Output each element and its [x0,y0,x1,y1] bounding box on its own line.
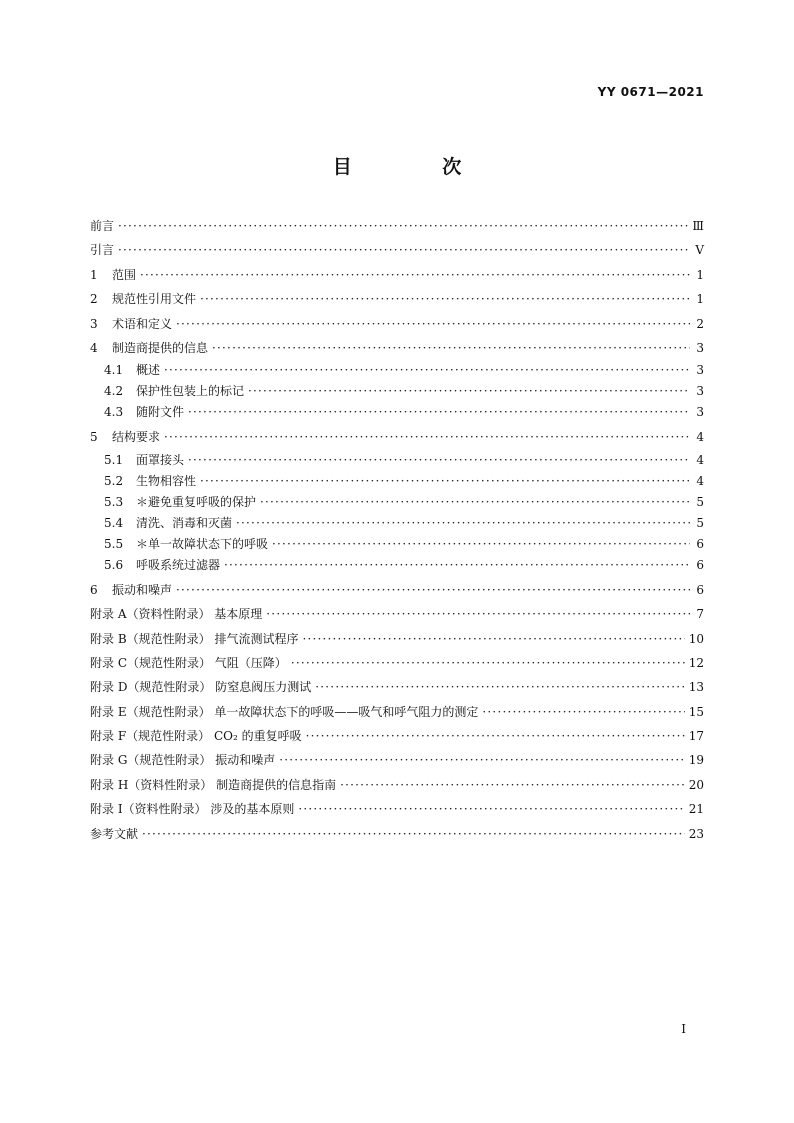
toc-entry-page: 4 [696,452,704,467]
toc-entry-page: 5 [696,515,704,530]
toc-entry-title: ＊避免重复呼吸的保护 [136,494,257,509]
toc-entry-number: 5.5 [104,536,124,551]
toc-entry[interactable] [90,471,704,492]
toc-dot-leader [118,214,688,238]
toc-entry-number: 5.2 [104,473,124,488]
toc-dot-leader [236,513,690,534]
toc-dot-leader [340,773,685,797]
toc-entry-title: 参考文献 [90,826,139,841]
table-of-contents [90,214,704,846]
toc-entry[interactable] [90,534,704,555]
toc-dot-leader [164,425,690,449]
toc-entry-number: 4.3 [104,405,124,420]
toc-entry[interactable] [90,238,704,262]
toc-dot-leader [248,381,690,402]
toc-entry[interactable] [90,675,704,699]
toc-entry-number: 6 [90,582,98,597]
toc-entry-title: 附录 A（资料性附录） 基本原理 [90,607,263,622]
toc-entry-page: 12 [688,655,704,670]
toc-entry-page: 13 [688,680,704,695]
toc-entry-title: 结构要求 [112,430,161,445]
toc-entry-number: 2 [90,292,98,307]
toc-entry[interactable] [90,336,704,360]
toc-entry-title: 生物相容性 [136,473,197,488]
toc-dot-leader [188,402,690,423]
toc-dot-leader [306,724,685,748]
standard-code: YY 0671—2021 [597,85,704,99]
toc-dot-leader [142,822,685,846]
toc-entry-title: 面罩接头 [136,452,185,467]
toc-entry[interactable] [90,381,704,402]
toc-dot-leader [176,578,690,602]
toc-entry-title: 术语和定义 [112,316,173,331]
toc-entry-page: 6 [696,557,704,572]
toc-dot-leader [224,555,690,576]
toc-entry-number: 5.6 [104,557,124,572]
toc-entry-title: 随附文件 [136,405,185,420]
toc-entry-title: 呼吸系统过滤器 [136,557,221,572]
toc-entry[interactable] [90,214,704,238]
toc-dot-leader [200,471,690,492]
toc-entry-title: 附录 H（资料性附录） 制造商提供的信息指南 [90,777,337,792]
toc-entry[interactable] [90,287,704,311]
toc-entry-page: 10 [688,631,704,646]
toc-entry-page: 5 [696,494,704,509]
toc-entry-page: 15 [688,704,704,719]
toc-dot-leader [272,534,690,555]
toc-entry-title: 附录 I（资料性附录） 涉及的基本原则 [90,802,295,817]
toc-dot-leader [302,627,684,651]
toc-entry-title: 保护性包装上的标记 [136,384,245,399]
toc-dot-leader [266,602,690,626]
toc-entry-page: 4 [696,430,704,445]
toc-entry-title: 前言 [90,219,115,233]
toc-entry-title: 附录 B（规范性附录） 排气流测试程序 [90,631,299,646]
toc-entry[interactable] [90,360,704,381]
toc-entry[interactable] [90,797,704,821]
toc-dot-leader [315,675,684,699]
toc-entry-number: 4.1 [104,363,124,378]
toc-entry-number: 1 [90,267,98,282]
toc-entry-page: 6 [696,536,704,551]
toc-entry-title: 引言 [90,243,115,258]
toc-entry-title: 概述 [136,363,161,378]
toc-entry-page: 23 [688,826,704,841]
toc-dot-leader [279,748,685,772]
toc-dot-leader [176,312,690,336]
toc-entry[interactable] [90,700,704,724]
toc-entry-title: 附录 F（规范性附录） CO₂ 的重复呼吸 [90,729,302,744]
toc-entry[interactable] [90,748,704,772]
page-number: I [681,1022,686,1036]
toc-dot-leader [260,492,690,513]
toc-entry[interactable] [90,312,704,336]
toc-entry[interactable] [90,513,704,534]
toc-entry-page: 17 [688,729,704,744]
toc-entry-title: ＊单一故障状态下的呼吸 [136,536,269,551]
toc-entry-title: 附录 E（规范性附录） 单一故障状态下的呼吸——吸气和呼气阻力的测定 [90,704,479,719]
toc-entry[interactable] [90,651,704,675]
toc-entry[interactable] [90,724,704,748]
toc-entry-page: 21 [688,802,704,817]
toc-entry-number: 5 [90,430,98,445]
toc-entry-title: 清洗、消毒和灭菌 [136,515,233,530]
toc-entry-page: 19 [688,753,704,768]
toc-dot-leader [298,797,684,821]
toc-dot-leader [482,700,684,724]
toc-dot-leader [212,336,690,360]
toc-entry-page: 3 [696,340,704,355]
toc-entry-title: 附录 C（规范性附录） 气阻（压降） [90,655,287,670]
toc-entry-number: 4 [90,340,98,355]
toc-entry-page: 7 [696,607,704,622]
toc-entry-page: 1 [696,292,704,307]
toc-entry[interactable] [90,627,704,651]
toc-dot-leader [188,450,690,471]
toc-entry[interactable] [90,555,704,578]
toc-entry-title: 附录 G（规范性附录） 振动和噪声 [90,753,276,768]
toc-entry-number: 5.3 [104,494,124,509]
toc-entry-page: Ⅲ [692,219,704,233]
toc-entry-title: 范围 [112,267,137,282]
toc-entry-page: 6 [696,582,704,597]
toc-entry-page: 1 [696,267,704,282]
toc-entry[interactable] [90,450,704,471]
toc-entry-title: 振动和噪声 [112,582,173,597]
toc-entry-title: 制造商提供的信息 [112,340,209,355]
toc-entry-number: 5.4 [104,515,124,530]
toc-entry[interactable] [90,578,704,602]
toc-dot-leader [200,287,690,311]
toc-entry-page: 4 [696,473,704,488]
toc-dot-leader [291,651,685,675]
toc-entry-page: 3 [696,405,704,420]
toc-entry-page: 20 [688,777,704,792]
toc-entry-page: 3 [696,384,704,399]
toc-entry[interactable] [90,263,704,287]
toc-dot-leader [118,238,690,262]
toc-entry-number: 4.2 [104,384,124,399]
toc-entry[interactable] [90,402,704,425]
page-title: 目 次 [332,156,504,178]
toc-entry-title: 附录 D（规范性附录） 防窒息阀压力测试 [90,680,312,695]
toc-entry[interactable] [90,602,704,626]
toc-entry[interactable] [90,425,704,449]
toc-entry-page: Ⅴ [695,243,704,258]
toc-entry[interactable] [90,773,704,797]
toc-entry-page: 2 [696,316,704,331]
toc-entry-number: 5.1 [104,452,124,467]
toc-entry-title: 规范性引用文件 [112,292,197,307]
toc-entry-page: 3 [696,363,704,378]
toc-dot-leader [140,263,690,287]
toc-entry[interactable] [90,822,704,846]
toc-entry-number: 3 [90,316,98,331]
toc-dot-leader [164,360,690,381]
toc-entry[interactable] [90,492,704,513]
